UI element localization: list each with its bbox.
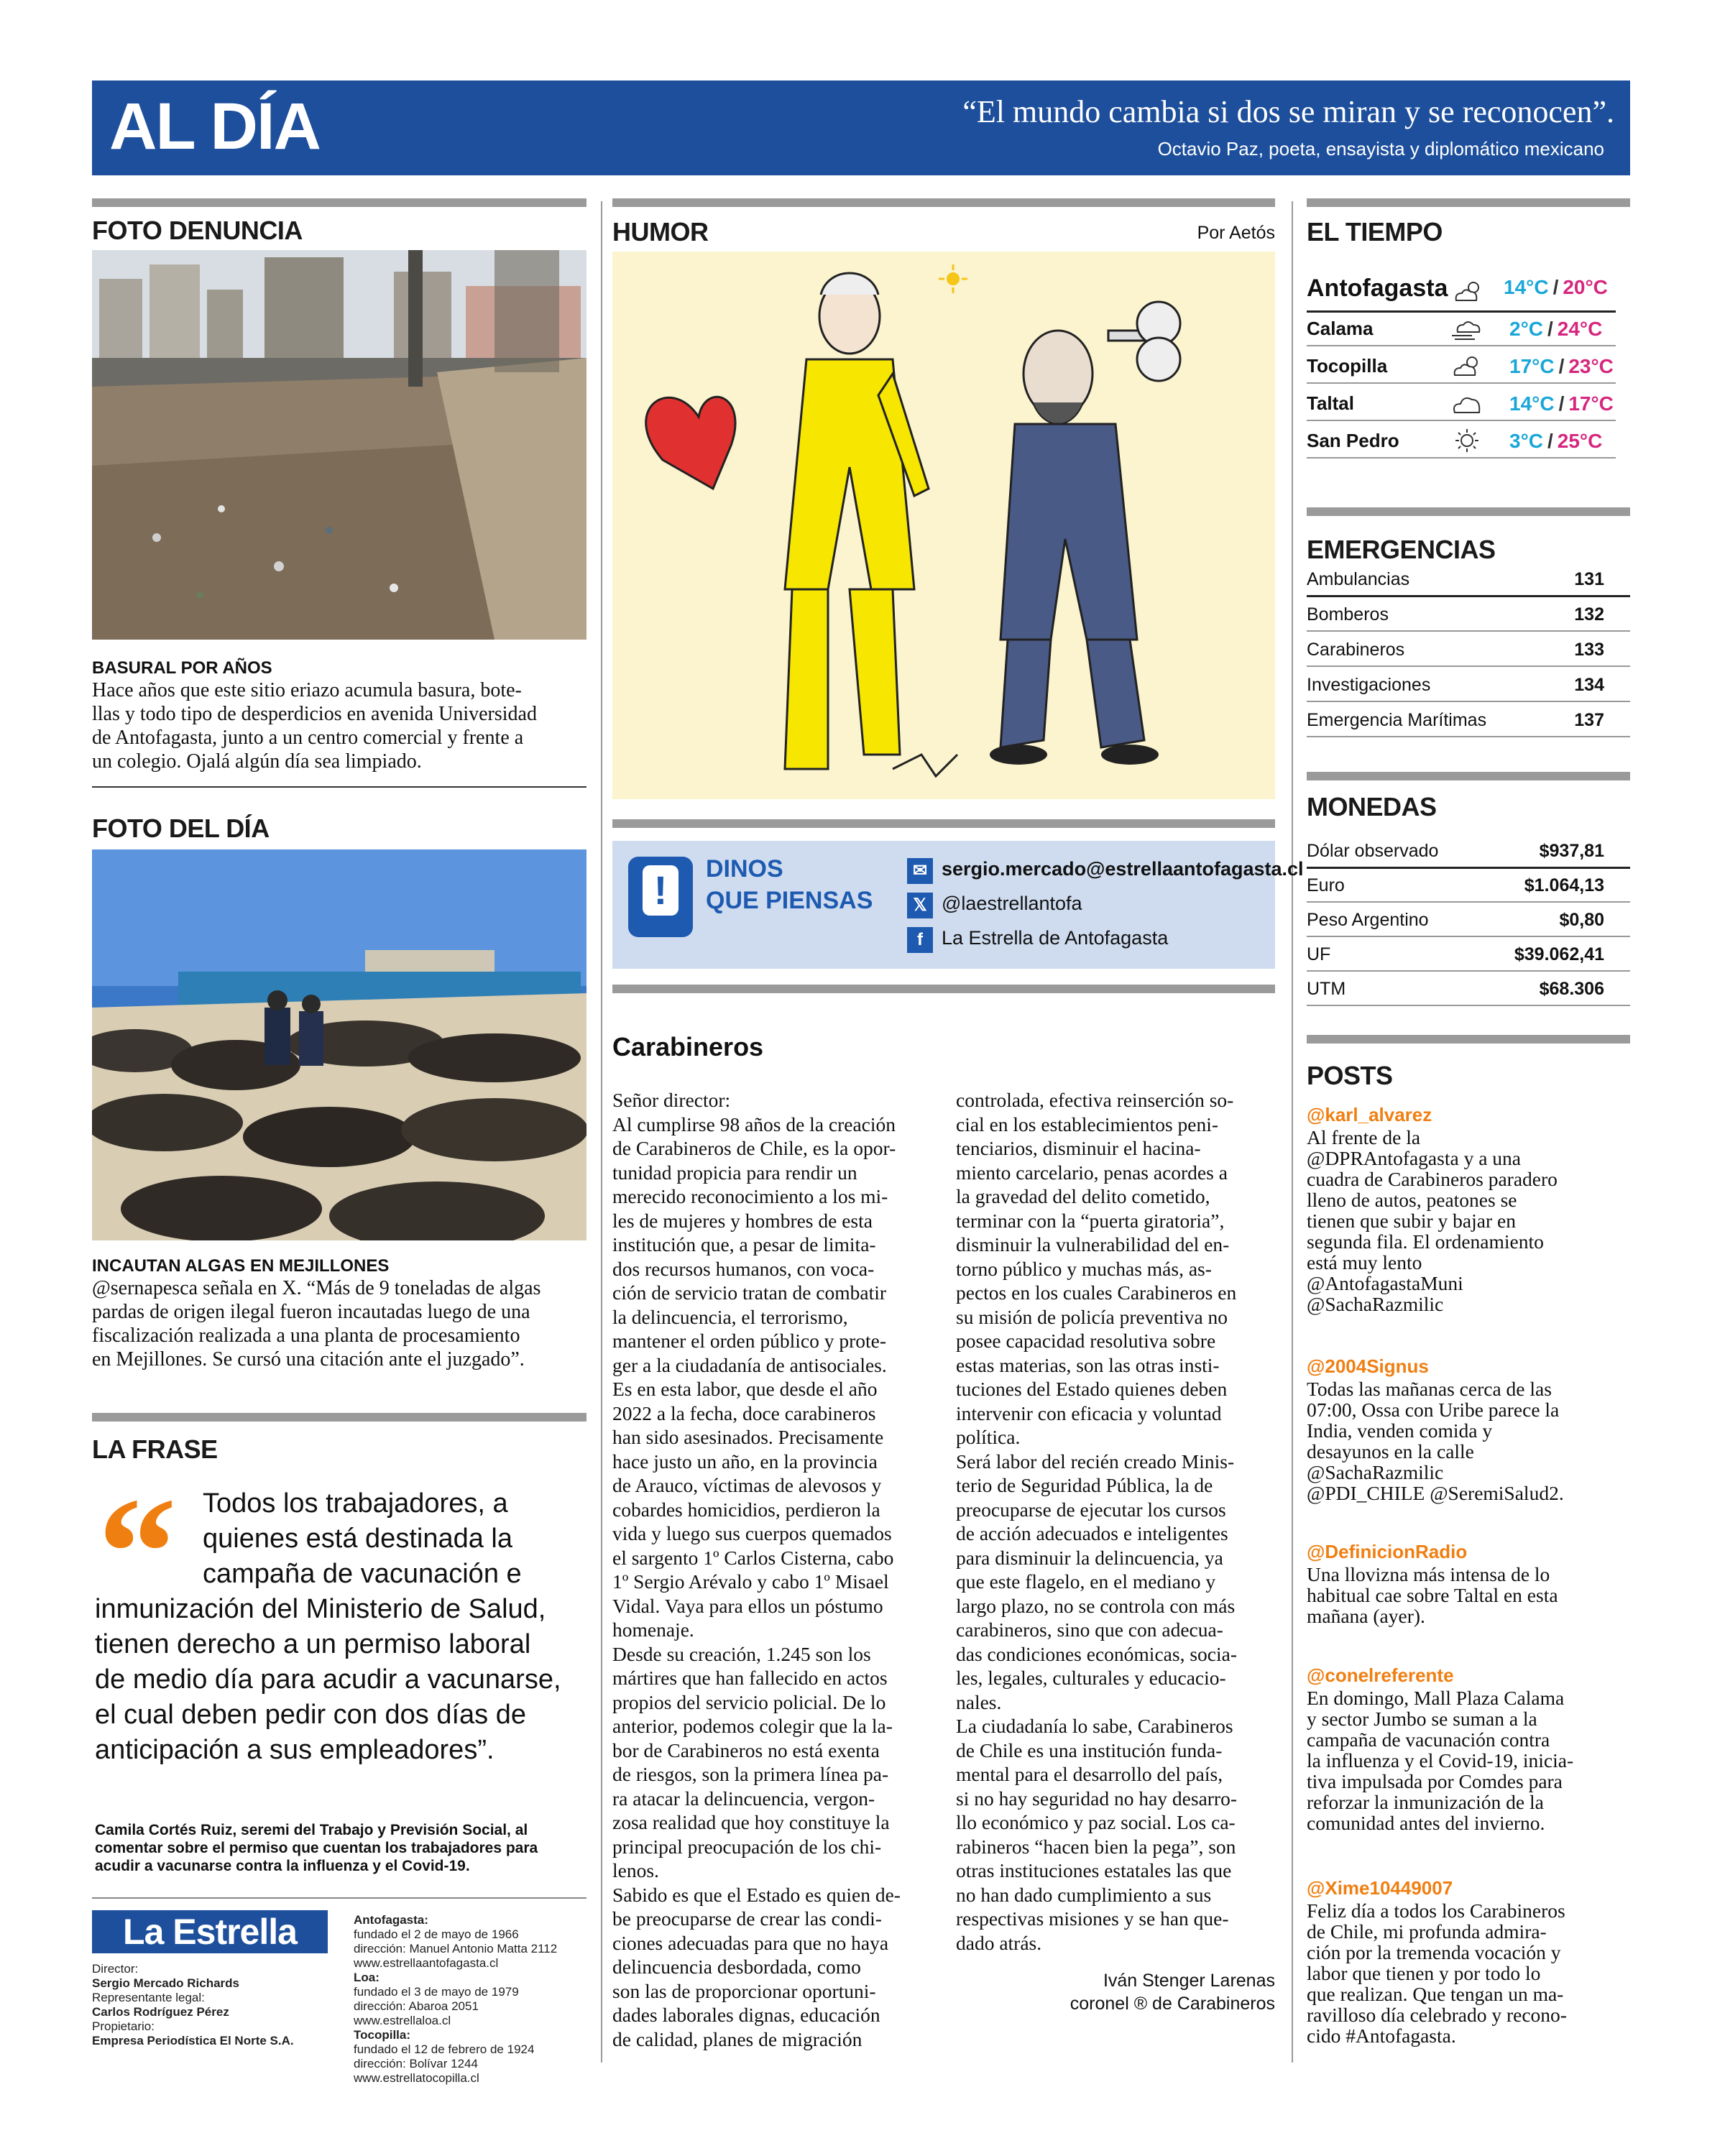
- signer-title: coronel ® de Carabineros: [1070, 1994, 1275, 2014]
- emergencias-row-label: Emergencia Marítimas: [1307, 710, 1487, 730]
- imprint-editions: [354, 1913, 591, 2086]
- post-line: comunidad antes del invierno.: [1307, 1812, 1545, 1834]
- weather-city-name: Tocopilla: [1307, 355, 1388, 377]
- monedas-row-value: $68.306: [1539, 979, 1604, 999]
- letter-line: de acción adecuados e inteligentes: [956, 1522, 1228, 1544]
- letter-line: mantener el orden público y prote-: [612, 1330, 887, 1352]
- monedas-row-value: $1.064,13: [1524, 875, 1604, 895]
- dinos-que-piensas-box: [612, 841, 1304, 969]
- dinos-label-1: DINOS: [706, 855, 783, 883]
- letter-line: vida y luego sus cuerpos quemados: [612, 1522, 892, 1544]
- director-label: Director:: [92, 1962, 139, 1976]
- temp-max: 17°C: [1568, 392, 1614, 415]
- edition-address: dirección: Manuel Antonio Matta 2112: [354, 1942, 558, 1955]
- letter-line: respectivas misiones y se han que-: [956, 1907, 1229, 1930]
- letter-line: para disminuir la delincuencia, ya: [956, 1546, 1223, 1569]
- post-line: campaña de vacunación contra: [1307, 1728, 1550, 1751]
- weather-city-name: Taltal: [1307, 392, 1354, 414]
- letter-line: dades laborales dignas, educación: [612, 2004, 880, 2026]
- source-line: Camila Cortés Ruiz, seremi del Trabajo y Previsión Social, al: [95, 1822, 528, 1838]
- letter-line: largo plazo, no se controla con más: [956, 1594, 1236, 1617]
- foto-denuncia-caption: [92, 678, 595, 773]
- posts-title: POSTS: [1307, 1061, 1393, 1090]
- post-line: tienen que subir y bajar en: [1307, 1210, 1516, 1232]
- letter-line: su misión de policía preventiva no: [956, 1305, 1228, 1328]
- foto-denuncia-rule: [92, 198, 586, 207]
- frase-line: el cual deben pedir con dos días de: [95, 1700, 526, 1730]
- caption-line: llas y todo tipo de desperdicios en avenida Universidad: [92, 703, 537, 725]
- monedas-row-line: [1307, 970, 1630, 972]
- emergencias-row-line: [1307, 665, 1630, 667]
- temp-separator: /: [1552, 276, 1559, 298]
- temp-max: 20°C: [1563, 276, 1608, 298]
- post-body: [1307, 1378, 1623, 1503]
- post-line: labor que tienen y por todo lo: [1307, 1962, 1541, 1984]
- post-line: India, venden comida y: [1307, 1419, 1493, 1442]
- owner-name: Empresa Periodística El Norte S.A.: [92, 2034, 294, 2047]
- temp-separator: /: [1547, 318, 1553, 340]
- letter-title: Carabineros: [612, 1032, 764, 1061]
- temp-min: 14°C: [1504, 276, 1549, 298]
- post-line: segunda fila. El ordenamiento: [1307, 1230, 1544, 1253]
- monedas-row-line: [1307, 901, 1630, 903]
- letter-line: miento carcelario, penas acordes a: [956, 1161, 1228, 1184]
- foto-del-dia-photo: [92, 849, 586, 1240]
- windy-cloud-icon: [1450, 316, 1484, 341]
- cloud-icon: [1450, 391, 1484, 415]
- letter-line: bor de Carabineros no está exenta: [612, 1738, 880, 1761]
- caption-line: fiscalización realizada a una planta de procesamiento: [92, 1325, 520, 1347]
- letter-line: posee capacidad resolutiva sobre: [956, 1330, 1216, 1352]
- post-line: @SachaRazmilic: [1307, 1461, 1444, 1483]
- temp-min: 2°C: [1509, 318, 1543, 340]
- edition-address: dirección: Bolívar 1244: [354, 2057, 478, 2070]
- post-body: [1307, 1564, 1623, 1626]
- letter-line: dos recursos humanos, con voca-: [612, 1257, 875, 1280]
- temp-min: 14°C: [1509, 392, 1555, 415]
- letter-line: lenos.: [612, 1859, 659, 1881]
- letter-line: torno público y muchas más, as-: [956, 1257, 1212, 1280]
- letter-line: rabineros “hacen bien la pega”, son: [956, 1835, 1236, 1858]
- caption-line: un colegio. Ojalá algún día sea limpiado.: [92, 750, 422, 773]
- foto-del-dia-caption-title: INCAUTAN ALGAS EN MEJILLONES: [92, 1256, 390, 1276]
- post-line: de Chile, mi profunda admira-: [1307, 1920, 1547, 1943]
- weather-row-line: [1307, 457, 1616, 459]
- letter-line: estas materias, son las otras insti-: [956, 1353, 1220, 1376]
- letter-line: institución que, a pesar de limita-: [612, 1233, 876, 1256]
- humor-title: HUMOR: [612, 217, 709, 247]
- weather-temp: [1509, 355, 1614, 378]
- post-body: [1307, 1127, 1623, 1314]
- emergencias-row-label: Ambulancias: [1307, 569, 1410, 589]
- dinos-rule: [612, 819, 1275, 828]
- temp-separator: /: [1558, 355, 1565, 377]
- rep-label: Representante legal:: [92, 1991, 205, 2004]
- letter-column-1: [612, 1088, 937, 2051]
- temp-max: 25°C: [1557, 430, 1603, 452]
- temp-separator: /: [1547, 430, 1553, 452]
- letter-line: mental para el desarrollo del país,: [956, 1763, 1223, 1785]
- letter-line: terminar con la “puerta giratoria”,: [956, 1209, 1225, 1232]
- x-icon: 𝕏: [907, 893, 933, 918]
- exclamation-icon: !: [643, 865, 678, 916]
- letter-line: les, legales, culturales y educacio-: [956, 1667, 1226, 1689]
- letter-line: intervenir con eficacia y voluntad: [956, 1401, 1222, 1424]
- letter-line: tenciarios, disminuir el hacina-: [956, 1137, 1201, 1159]
- letter-signature: [988, 1969, 1275, 2015]
- letter-line: merecido reconocimiento a los mi-: [612, 1185, 888, 1207]
- la-estrella-logo: [92, 1910, 328, 1953]
- quote-mark-icon: “: [98, 1465, 177, 1640]
- post-handle[interactable]: @karl_alvarez: [1307, 1104, 1432, 1125]
- emergencias-row-line: [1307, 595, 1630, 597]
- frase-line: inmunización del Ministerio de Salud,: [95, 1594, 546, 1624]
- edition-founded: fundado el 3 de mayo de 1979: [354, 1985, 519, 1999]
- letter-line: han sido asesinados. Precisamente: [612, 1426, 884, 1448]
- letter-line: zosa realidad que hoy constituye la: [612, 1811, 890, 1833]
- frase-line: tienen derecho a un permiso laboral: [95, 1629, 531, 1659]
- imprint-top-line: [92, 1897, 586, 1899]
- edition-city: Loa:: [354, 1971, 380, 1984]
- letter-rule: [612, 985, 1275, 993]
- la-frase-quote: [95, 1486, 598, 1768]
- monedas-row-value: $0,80: [1559, 910, 1604, 930]
- weather-temp: [1509, 430, 1602, 453]
- post-handle[interactable]: @Xime10449007: [1307, 1877, 1453, 1899]
- post-line: reforzar la inmunización de la: [1307, 1791, 1544, 1813]
- header-quote-attribution: Octavio Paz, poeta, ensayista y diplomático mexicano: [1157, 138, 1604, 160]
- post-line: cuadra de Carabineros paradero: [1307, 1168, 1558, 1190]
- emergencias-row-label: Carabineros: [1307, 640, 1405, 660]
- emergencias-rule: [1307, 507, 1630, 516]
- letter-line: ción de servicio tratan de combatir: [612, 1281, 887, 1304]
- emergencias-row-label: Investigaciones: [1307, 675, 1431, 695]
- humor-rule: [612, 198, 1275, 207]
- letter-line: que este flagelo, en el mediano y: [956, 1570, 1216, 1593]
- letter-line: si no hay seguridad no hay desarro-: [956, 1787, 1238, 1810]
- monedas-row-label: UF: [1307, 944, 1331, 964]
- partly-cloudy-icon: [1450, 354, 1484, 378]
- monedas-row-line: [1307, 936, 1630, 937]
- letter-line: pectos en los cuales Carabineros en: [956, 1281, 1237, 1304]
- post-line: ravilloso día celebrado y recono-: [1307, 2004, 1567, 2026]
- monedas-row-line: [1307, 867, 1630, 869]
- monedas-row-line: [1307, 1005, 1630, 1006]
- letter-line: La ciudadanía lo sabe, Carabineros: [956, 1715, 1233, 1737]
- letter-column-2: [956, 1088, 1281, 1955]
- facebook-icon: f: [907, 927, 933, 953]
- foto-del-dia-title: FOTO DEL DÍA: [92, 814, 270, 843]
- dinos-label-2: QUE PIENSAS: [706, 887, 873, 914]
- tiempo-rule: [1307, 198, 1630, 207]
- frase-line: de medio día para acudir a vacunarse,: [95, 1664, 561, 1695]
- section-header: [92, 80, 1630, 175]
- temp-max: 23°C: [1568, 355, 1614, 377]
- frase-line: quienes está destinada la: [203, 1524, 512, 1554]
- post-handle[interactable]: @DefinicionRadio: [1307, 1541, 1468, 1562]
- post-line: @AntofagastaMuni: [1307, 1272, 1463, 1294]
- monedas-row-value: $937,81: [1539, 841, 1604, 861]
- emergencias-row-line: [1307, 701, 1630, 702]
- email-icon: ✉: [907, 858, 933, 884]
- posts-rule: [1307, 1035, 1630, 1044]
- column-divider-left: [601, 201, 602, 2063]
- emergencias-row-line: [1307, 736, 1630, 737]
- contact-x[interactable]: @laestrellantofa: [942, 893, 1082, 914]
- signer-name: Iván Stenger Larenas: [1103, 1971, 1275, 1991]
- letter-line: otras instituciones estatales las que: [956, 1859, 1232, 1881]
- monedas-row-label: Euro: [1307, 875, 1345, 895]
- contact-facebook[interactable]: La Estrella de Antofagasta: [942, 927, 1169, 949]
- weather-temp: [1509, 318, 1602, 341]
- temp-min: 3°C: [1509, 430, 1543, 452]
- header-quote: “El mundo cambia si dos se miran y se reconocen”.: [962, 94, 1614, 129]
- temp-max: 24°C: [1557, 318, 1603, 340]
- letter-line: 1º Sergio Arévalo y cabo 1º Misael: [612, 1570, 889, 1593]
- post-body: [1307, 1687, 1623, 1833]
- letter-line: ra atacar la delincuencia, vergon-: [612, 1787, 875, 1810]
- post-line: Feliz día a todos los Carabineros: [1307, 1899, 1565, 1922]
- emergencias-row-value: 134: [1574, 675, 1604, 695]
- letter-line: delincuencia desbordada, como: [612, 1955, 861, 1978]
- letter-line: carabineros, sino que con adecua-: [956, 1618, 1223, 1641]
- frase-line: Todos los trabajadores, a: [203, 1488, 508, 1519]
- letter-line: el sargento 1º Carlos Cisterna, cabo: [612, 1546, 894, 1569]
- letter-line: Al cumplirse 98 años de la creación: [612, 1112, 896, 1135]
- letter-line: cobardes homicidios, perdieron la: [612, 1498, 880, 1521]
- post-line: En domingo, Mall Plaza Calama: [1307, 1687, 1565, 1709]
- monedas-title: MONEDAS: [1307, 792, 1437, 821]
- letter-line: hace justo un año, en la provincia: [612, 1450, 878, 1473]
- monedas-rule: [1307, 772, 1630, 780]
- letter-line: de Chile es una institución funda-: [956, 1738, 1223, 1761]
- letter-line: tuciones del Estado quienes deben: [956, 1378, 1228, 1400]
- edition-founded: fundado el 12 de febrero de 1924: [354, 2042, 535, 2056]
- letter-line: no han dado cumplimiento a sus: [956, 1883, 1212, 1906]
- source-line: comentar sobre el permiso que cuentan los trabajadores para: [95, 1840, 538, 1856]
- letter-line: tunidad propicia para rendir un: [612, 1161, 857, 1184]
- edition-address: dirección: Abaroa 2051: [354, 1999, 479, 2013]
- letter-line: be preocuparse de crear las condi-: [612, 1907, 882, 1930]
- edition-web[interactable]: www.estrellatocopilla.cl: [354, 2071, 479, 2085]
- humor-cartoon: [612, 252, 1275, 799]
- letter-line: de Carabineros de Chile, es la opor-: [612, 1137, 896, 1159]
- emergencias-row-label: Bomberos: [1307, 604, 1389, 625]
- foto-denuncia-photo: [92, 250, 586, 640]
- weather-city-name: San Pedro: [1307, 430, 1399, 451]
- letter-line: principal preocupación de los chi-: [612, 1835, 882, 1858]
- letter-line: disminuir la vulnerabilidad del en-: [956, 1233, 1230, 1256]
- frase-line: anticipación a sus empleadores”.: [95, 1735, 494, 1765]
- emergencias-row-line: [1307, 630, 1630, 632]
- monedas-row-value: $39.062,41: [1514, 944, 1604, 964]
- caption-line: de Antofagasta, junto a un centro comercial y frente a: [92, 727, 524, 749]
- letter-line: das condiciones económicas, socia-: [956, 1642, 1237, 1665]
- imprint-staff: [92, 1962, 336, 2048]
- letter-line: les de mujeres y hombres de esta: [612, 1209, 873, 1232]
- weather-row-line: [1307, 310, 1616, 313]
- letter-line: Será labor del recién creado Minis-: [956, 1450, 1235, 1473]
- caption-line: pardas de origen ilegal fueron incautadas luego de una: [92, 1301, 530, 1323]
- letter-line: de calidad, planes de migración: [612, 2027, 862, 2050]
- letter-line: son las de proporcionar oportuni-: [612, 1979, 876, 2002]
- letter-line: Sabido es que el Estado es quien de-: [612, 1883, 901, 1906]
- edition-founded: fundado el 2 de mayo de 1966: [354, 1927, 519, 1941]
- post-line: que realizan. Que tengan un ma-: [1307, 1983, 1564, 2005]
- foto-del-dia-caption: [92, 1276, 595, 1371]
- rep-name: Carlos Rodríguez Pérez: [92, 2005, 229, 2019]
- edition-city: Tocopilla:: [354, 2028, 411, 2042]
- letter-line: Señor director:: [612, 1089, 731, 1111]
- temp-min: 17°C: [1509, 355, 1555, 377]
- letter-line: la gravedad del delito cometido,: [956, 1185, 1210, 1207]
- partly-cloudy-icon: [1452, 279, 1485, 303]
- weather-city-name: Antofagasta: [1307, 275, 1448, 302]
- caption-line: Hace años que este sitio eriazo acumula basura, bote-: [92, 679, 522, 701]
- letter-line: política.: [956, 1426, 1021, 1448]
- la-frase-title: LA FRASE: [92, 1434, 218, 1464]
- speech-bubble-icon: [628, 857, 693, 937]
- letter-line: de riesgos, son la primera línea pa-: [612, 1763, 889, 1785]
- post-line: la influenza y el Covid-19, inicia-: [1307, 1749, 1574, 1772]
- letter-line: anterior, podemos colegir que la la-: [612, 1715, 893, 1737]
- letter-line: cial en los establecimientos peni-: [956, 1112, 1219, 1135]
- letter-line: preocuparse de ejecutar los cursos: [956, 1498, 1226, 1521]
- letter-line: Vidal. Vaya para ellos un póstumo: [612, 1594, 883, 1617]
- letter-line: homenaje.: [612, 1618, 694, 1641]
- section-title: AL DÍA: [109, 90, 320, 163]
- la-frase-rule: [92, 1413, 586, 1422]
- weather-row-line: [1307, 420, 1616, 421]
- edition-web[interactable]: www.estrellaloa.cl: [354, 2014, 451, 2027]
- post-line: @DPRAntofagasta y a una: [1307, 1147, 1521, 1169]
- letter-line: propios del servicio policial. De lo: [612, 1690, 886, 1713]
- weather-temp: [1509, 392, 1614, 415]
- director-name: Sergio Mercado Richards: [92, 1976, 240, 1990]
- letter-line: Es en esta labor, que desde el año: [612, 1378, 878, 1400]
- weather-temp: [1504, 276, 1608, 299]
- logo-text: La Estrella: [123, 1912, 297, 1952]
- emergencias-row-value: 132: [1574, 604, 1604, 625]
- post-line: y sector Jumbo se suman a la: [1307, 1708, 1537, 1730]
- foto-denuncia-caption-title: BASURAL POR AÑOS: [92, 658, 272, 678]
- emergencias-row-value: 133: [1574, 640, 1604, 660]
- post-line: 07:00, Ossa con Uribe parece la: [1307, 1399, 1560, 1421]
- monedas-row-label: Dólar observado: [1307, 841, 1439, 861]
- letter-line: la delincuencia, el terrorismo,: [612, 1305, 848, 1328]
- letter-line: Desde su creación, 1.245 son los: [612, 1642, 871, 1665]
- post-line: cido #Antofagasta.: [1307, 2024, 1456, 2047]
- letter-line: ger a la ciudadanía de antisociales.: [612, 1353, 887, 1376]
- foto-denuncia-title: FOTO DENUNCIA: [92, 216, 303, 245]
- post-line: lleno de autos, peatones se: [1307, 1189, 1517, 1211]
- post-line: habitual cae sobre Taltal en esta: [1307, 1584, 1558, 1606]
- post-line: mañana (ayer).: [1307, 1605, 1425, 1627]
- post-line: está muy lento: [1307, 1251, 1422, 1273]
- letter-line: llo económico y paz social. Los ca-: [956, 1811, 1236, 1833]
- weather-row-line: [1307, 382, 1616, 384]
- caption-line: @sernapesca señala en X. “Más de 9 toneladas de algas: [92, 1277, 541, 1299]
- post-line: Una llovizna más intensa de lo: [1307, 1563, 1550, 1585]
- letter-line: mártires que han fallecido en actos: [612, 1667, 888, 1689]
- post-line: @PDI_CHILE @SeremiSalud2.: [1307, 1482, 1564, 1504]
- letter-line: 2022 a la fecha, doce carabineros: [612, 1401, 876, 1424]
- post-line: ción por la tremenda vocación y: [1307, 1941, 1561, 1963]
- frase-line: campaña de vacunación e: [203, 1559, 522, 1589]
- letter-line: terio de Seguridad Pública, la de: [956, 1474, 1213, 1496]
- contact-email[interactable]: sergio.mercado@estrellaantofagasta.cl: [942, 858, 1304, 880]
- column-divider-right: [1292, 201, 1293, 2063]
- monedas-row-label: UTM: [1307, 979, 1346, 999]
- emergencias-title: EMERGENCIAS: [1307, 535, 1496, 564]
- sunny-icon: [1450, 428, 1484, 453]
- letter-line: de Arauco, víctimas de alevosos y: [612, 1474, 882, 1496]
- post-line: Todas las mañanas cerca de las: [1307, 1378, 1552, 1400]
- post-line: desayunos en la calle: [1307, 1440, 1474, 1462]
- emergencias-row-value: 131: [1574, 569, 1604, 589]
- owner-label: Propietario:: [92, 2019, 155, 2033]
- source-line: acudir a vacunarse contra la influenza y el Covid-19.: [95, 1858, 470, 1874]
- foto-denuncia-bottom-line: [92, 786, 586, 788]
- post-body: [1307, 1900, 1623, 2046]
- letter-line: nales.: [956, 1690, 1002, 1713]
- temp-separator: /: [1558, 392, 1565, 415]
- la-frase-source: [95, 1821, 598, 1875]
- edition-city: Antofagasta:: [354, 1913, 428, 1927]
- letter-line: controlada, efectiva reinserción so-: [956, 1089, 1234, 1111]
- caption-line: en Mejillones. Se cursó una citación ante el juzgado”.: [92, 1348, 525, 1370]
- post-line: Al frente de la: [1307, 1126, 1421, 1148]
- monedas-row-label: Peso Argentino: [1307, 910, 1429, 930]
- emergencias-row-value: 137: [1574, 710, 1604, 730]
- edition-web[interactable]: www.estrellaantofagasta.cl: [354, 1956, 499, 1970]
- post-handle[interactable]: @2004Signus: [1307, 1355, 1429, 1377]
- post-line: tiva impulsada por Comdes para: [1307, 1770, 1563, 1792]
- tiempo-title: EL TIEMPO: [1307, 217, 1443, 247]
- weather-city-name: Calama: [1307, 318, 1374, 339]
- post-handle[interactable]: @conelreferente: [1307, 1664, 1454, 1686]
- letter-line: dado atrás.: [956, 1931, 1042, 1954]
- weather-row-line: [1307, 345, 1616, 346]
- post-line: @SachaRazmilic: [1307, 1293, 1444, 1315]
- humor-byline: Por Aetós: [1197, 223, 1275, 243]
- letter-line: ciones adecuadas para que no haya: [612, 1931, 889, 1954]
